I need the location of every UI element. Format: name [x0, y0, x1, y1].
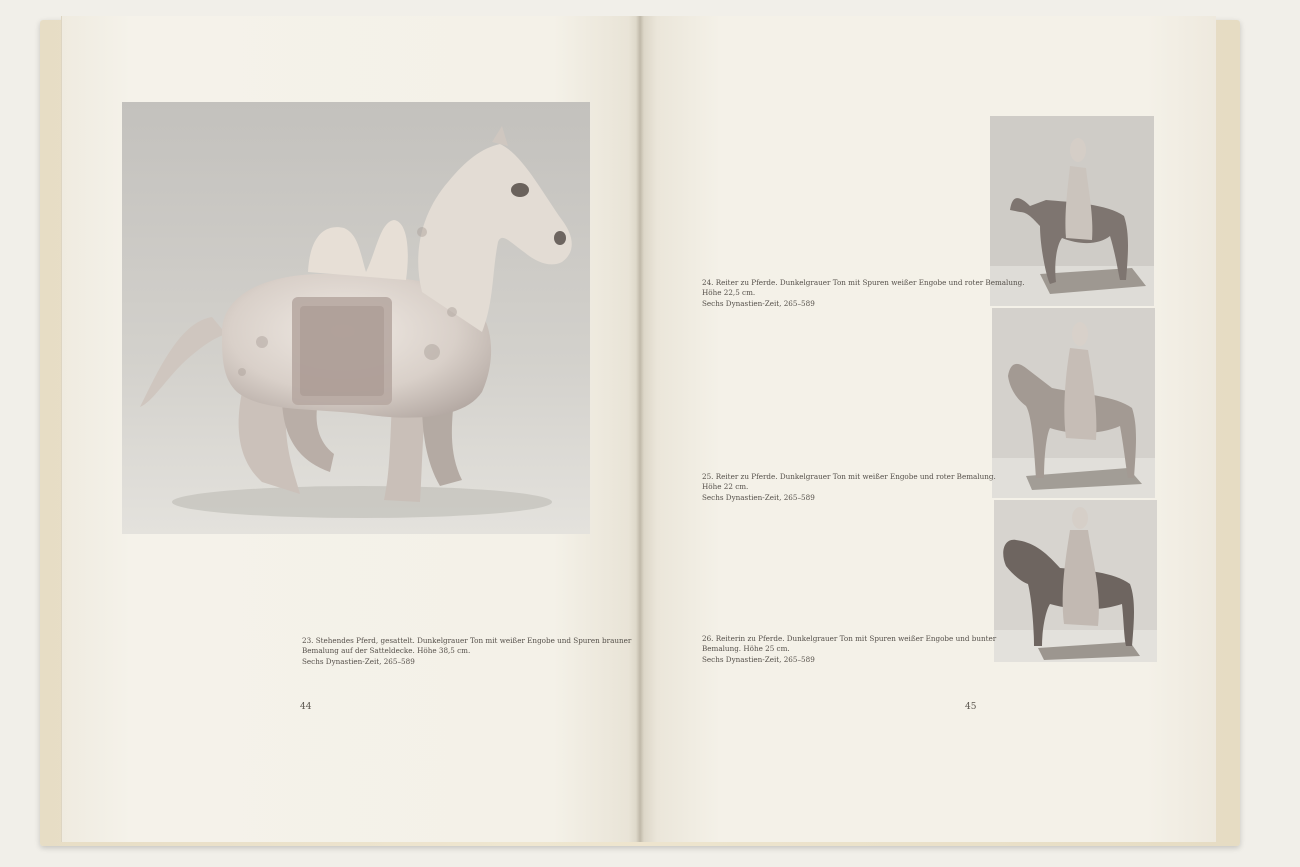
- caption-line: Sechs Dynastien-Zeit, 265–589: [702, 654, 815, 664]
- caption-line: Höhe 22 cm.: [702, 482, 749, 492]
- page-number-right: 45: [965, 702, 977, 712]
- rider-25-photo: [992, 308, 1155, 498]
- caption-line: 24. Reiter zu Pferde. Dunkelgrauer Ton mit Spuren weißer Engobe und roter Bemalung.: [702, 278, 1025, 287]
- page-number-left: 44: [300, 702, 312, 712]
- left-page: [62, 16, 640, 842]
- female-rider-illustration: [994, 500, 1157, 662]
- right-page: [640, 16, 1216, 842]
- standing-horse-illustration: [122, 102, 590, 534]
- rider-26-photo: [994, 500, 1157, 662]
- plate-26-caption: [702, 634, 996, 665]
- caption-line: Höhe 22,5 cm.: [702, 288, 756, 298]
- caption-line: Sechs Dynastien-Zeit, 265–589: [302, 656, 415, 666]
- plate-24-caption: [702, 278, 1025, 309]
- caption-line: Sechs Dynastien-Zeit, 265–589: [702, 492, 815, 502]
- caption-line: Bemalung. Höhe 25 cm.: [702, 644, 790, 654]
- caption-line: 23. Stehendes Pferd, gesattelt. Dunkelgrauer Ton mit weißer Engobe und Spuren brauner: [302, 636, 632, 645]
- book-gutter: [636, 16, 644, 842]
- plate-23-caption: [302, 636, 631, 667]
- standing-horse-photo: [122, 102, 590, 534]
- rider-illustration: [992, 308, 1155, 498]
- caption-line: Bemalung auf der Satteldecke. Höhe 38,5 cm.: [302, 646, 471, 656]
- caption-line: Sechs Dynastien-Zeit, 265–589: [702, 298, 815, 308]
- caption-line: 25. Reiter zu Pferde. Dunkelgrauer Ton mit weißer Engobe und roter Bemalung.: [702, 472, 996, 481]
- caption-line: 26. Reiterin zu Pferde. Dunkelgrauer Ton mit Spuren weißer Engobe und bunter: [702, 634, 997, 643]
- plate-25-caption: [702, 472, 996, 503]
